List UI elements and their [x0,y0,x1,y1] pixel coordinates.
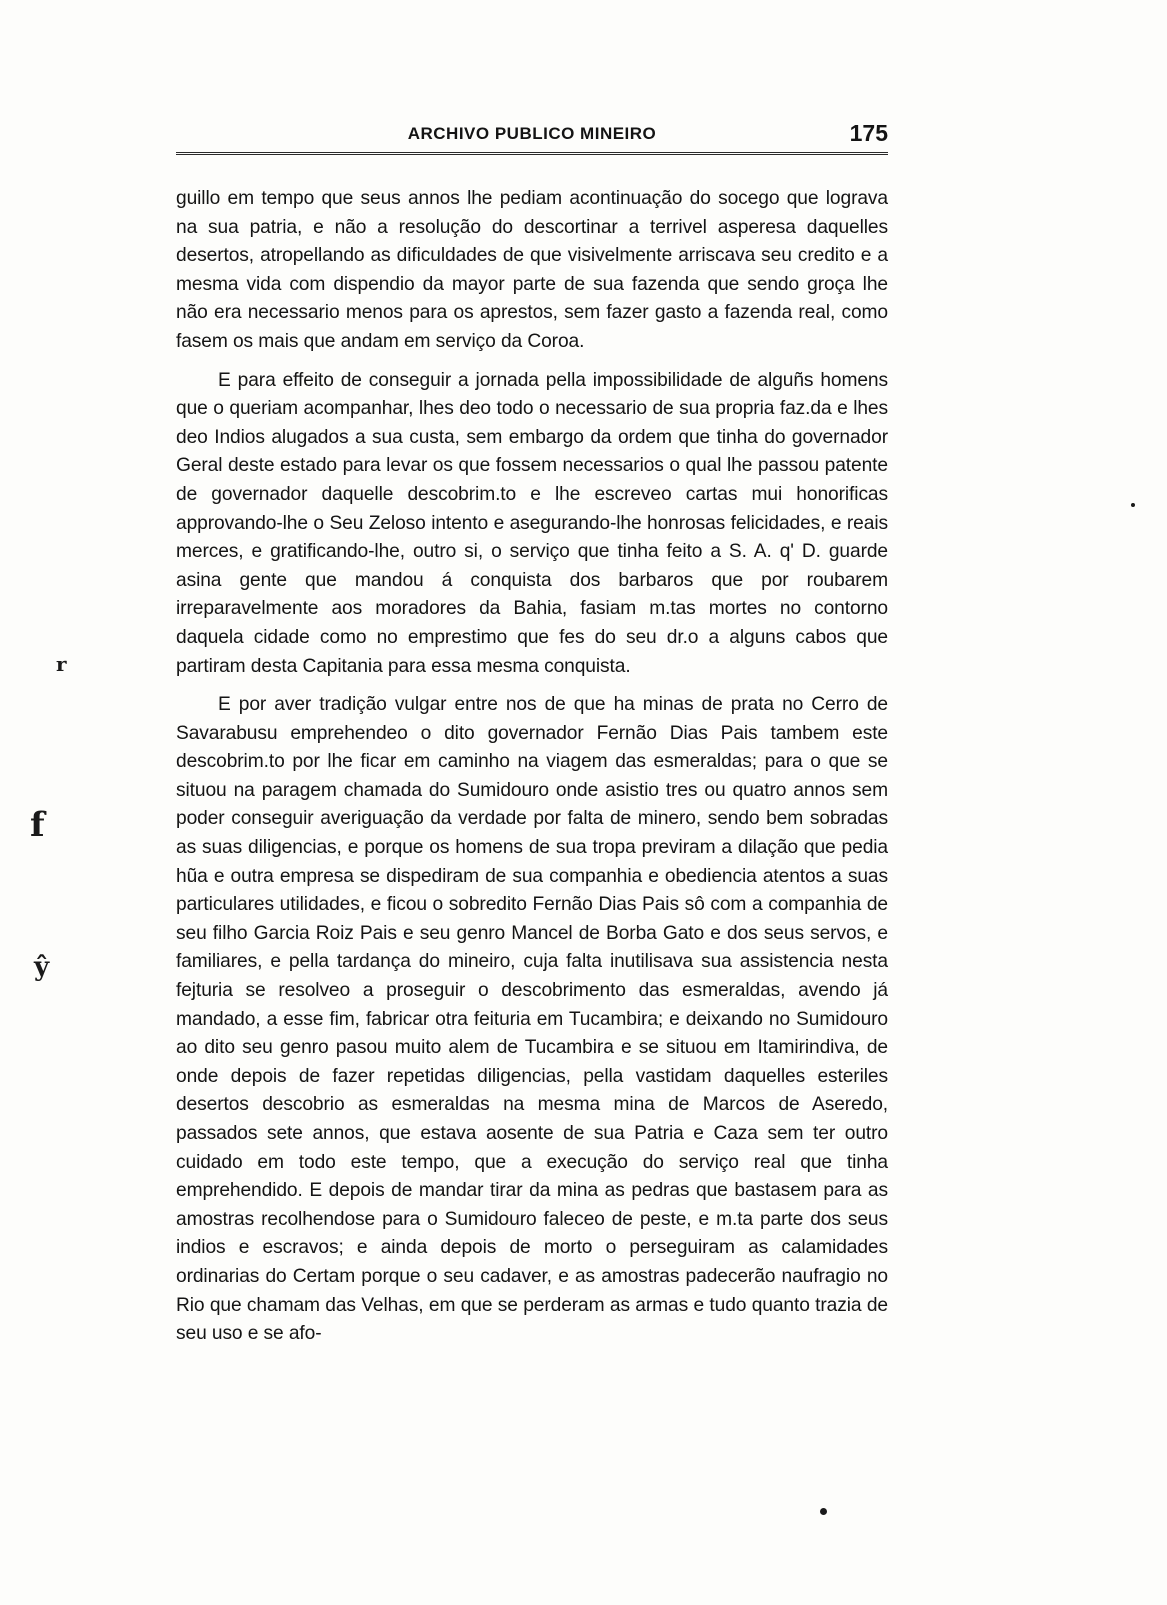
paragraph-3: E por aver tradição vulgar entre nos de que ha minas de prata no Cerro de Savarabusu emprehendeo o dito governador Fernão Dias Pais tambem este descobrim.to por lhe ficar em caminho na viagem das esmeraldas; para o que se situou na paragem chamada do Sumidouro onde asistio tres ou quatro annos sem poder conseguir averiguação da verdade por falta de minero, sendo bem sobradas as suas diligencias, e porque os homens de sua tropa previram a dilação que pedia hũa e outra empresa se dispediram de sua companhia e obediencia atentos a suas particulares utilidades, e ficou o sobredito Fernão Dias Pais sô com a companhia de seu filho Garcia Roiz Pais e seu genro Mancel de Borba Gato e dos seus servos, e familiares, e pella tardança do mineiro, cuja falta inutilisava sua assistencia nesta fejturia se resolveo a proseguir o descobrimento das esmeraldas, avendo já mandado, a esse fim, fabricar otra feituria em Tucambira; e deixando no Sumidouro ao dito seu genro pasou muito alem de Tucambira e se situou em Itamirindiva, de onde depois de fazer repetidas diligencias, pella vastidam daquelles esteriles desertos descobrio as esmeraldas na mesma mina de Marcos de Aseredo, passados sete annos, que estava aosente de sua Patria e Caza sem ter outro cuidado em todo este tempo, que a execução do serviço real que tinha emprehendido. E depois de mandar tirar da mina as pedras que bastasem para as amostras recolhendose para o Sumidouro faleceo de peste, e m.ta parte dos seus indios e escravos; e ainda depois de morto o perseguiram as calamidades ordinarias do Certam porque o seu cadaver, e as amostras padecerão naufragio no Rio que chamam das Velhas, em que se perderam as armas e tudo quanto trazia de seu uso e se afo- [176,694,888,1345]
ink-speck [820,1508,827,1515]
running-title: ARCHIVO PUBLICO MINEIRO [407,124,657,143]
page-number: 175 [849,120,888,146]
margin-mark: ŷ [34,952,50,982]
paragraph-1: guillo em tempo que seus annos lhe pediam acontinuação do socego que lograva na sua patria, e não a resolução do descortinar a terrivel asperesa daquelles desertos, atropellando as dificuldades de que visivelmente arriscava seu credito e a mesma vida com dispendio da mayor parte de sua fazenda que sendo groça lhe não era necessario menos para os aprestos, sem fazer gasto a fazenda real, como fasem os mais que andam em serviço da Coroa. [176,188,888,352]
document-page [176,118,888,1351]
ink-speck [1131,503,1135,507]
page-header [176,118,888,155]
paragraph-2: E para effeito de conseguir a jornada pella impossibilidade de alguñs homens que o queriam acompanhar, lhes deo todo o necessario de sua propria faz.da e lhes deo Indios alugados a sua custa, sem embargo da ordem que tinha do governador Geral deste estado para levar os que fossem necessarios o qual lhe passou patente de governador daquelle descobrim.to e lhe escreveo cartas mui honorificas approvando-lhe o Seu Zeloso intento e asegurando-lhe honrosas felicidades, e reais merces, e gratificando-lhe, outro si, o serviço que tinha feito a S. A. q' D. guarde asina gente que mandou á conquista dos barbaros que por roubarem irreparavelmente aos moradores da Bahia, fasiam m.tas mortes no contorno daquela cidade como no emprestimo que fes do seu dr.o a alguns cabos que partiram desta Capitania para essa mesma conquista. [176,369,888,677]
margin-mark: f [30,805,45,845]
body-text [176,185,888,1349]
margin-mark: r [56,652,67,676]
